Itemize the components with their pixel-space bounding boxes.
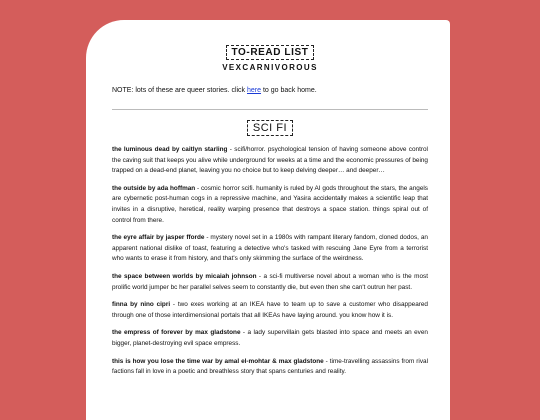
list-item: [112, 145, 428, 177]
book-title: the outside by ada hoffman: [112, 184, 196, 192]
home-link[interactable]: here: [247, 87, 262, 94]
page-header: [112, 42, 428, 72]
section-divider: [112, 109, 428, 110]
list-item: [112, 300, 428, 321]
book-description: - scifi/horror. psychological tension of having someone above control the caving suit that keeps you alive while underground for weeks at a time and the economic pressures of being trapped on a dead-end planet, leaving you no choice but to keep delving deeper… and deeper…: [112, 146, 428, 175]
book-title: the eyre affair by jasper fforde: [112, 234, 205, 242]
entry-list: [112, 145, 428, 378]
book-title: the luminous dead by caitlyn starling: [112, 146, 228, 153]
note-paragraph: [112, 86, 428, 96]
note-suffix: to go back home.: [261, 87, 317, 94]
list-item: [112, 328, 428, 349]
page-title: TO-READ LIST: [226, 45, 313, 60]
book-title: finna by nino cipri: [112, 301, 171, 309]
book-description: - cosmic horror scifi. humanity is ruled by AI gods throughout the stars, the angels are cybernetic post-human cogs in a repressive machine, and Yasira accidentally makes a scientific leap that invites in a disruptive, heretical, reality warping presence that destroys a space station. things spiral out of control from there.: [112, 184, 428, 224]
section-title: SCI FI: [247, 120, 293, 136]
section-header: [112, 118, 428, 136]
book-title: the empress of forever by max gladstone: [112, 329, 241, 337]
list-item: [112, 272, 428, 293]
book-title: the space between worlds by micaiah johnson: [112, 272, 257, 280]
page-subtitle: VEXCARNIVOROUS: [222, 63, 318, 72]
book-title: this is how you lose the time war by amal el-mohtar & max gladstone: [112, 357, 324, 365]
book-description: - two exes working at an IKEA have to team up to save a customer who disappeared through one of those interdimensional portals that all IKEAs have laying around. you know how it is.: [112, 301, 428, 319]
book-description: - time-travelling assassins from rival factions fall in love in a poetic and breathless story that spans centuries and reality.: [112, 357, 428, 376]
list-item: [112, 233, 428, 265]
list-item: [112, 357, 428, 378]
book-description: - a lady supervillain gets blasted into space and meets an even bigger, planet-destroying evil space empress.: [112, 329, 428, 347]
book-description: - a sci-fi multiverse novel about a woman who is the most prolific world jumper bc her parallel selves seem to constantly die, but even then she can't outrun her past.: [112, 272, 428, 291]
list-item: [112, 184, 428, 226]
note-prefix: NOTE: lots of these are queer stories. click: [112, 87, 247, 94]
book-description: - mystery novel set in a 1980s with rampant literary fandom, cloned dodos, an apparent national dislike of toast, featuring a detective who's tasked with rescuing Jane Eyre from a terrorist who wants to erase it from history, and that's only skimming the surface of the weirdness.: [112, 234, 428, 263]
page-card: [86, 20, 450, 420]
